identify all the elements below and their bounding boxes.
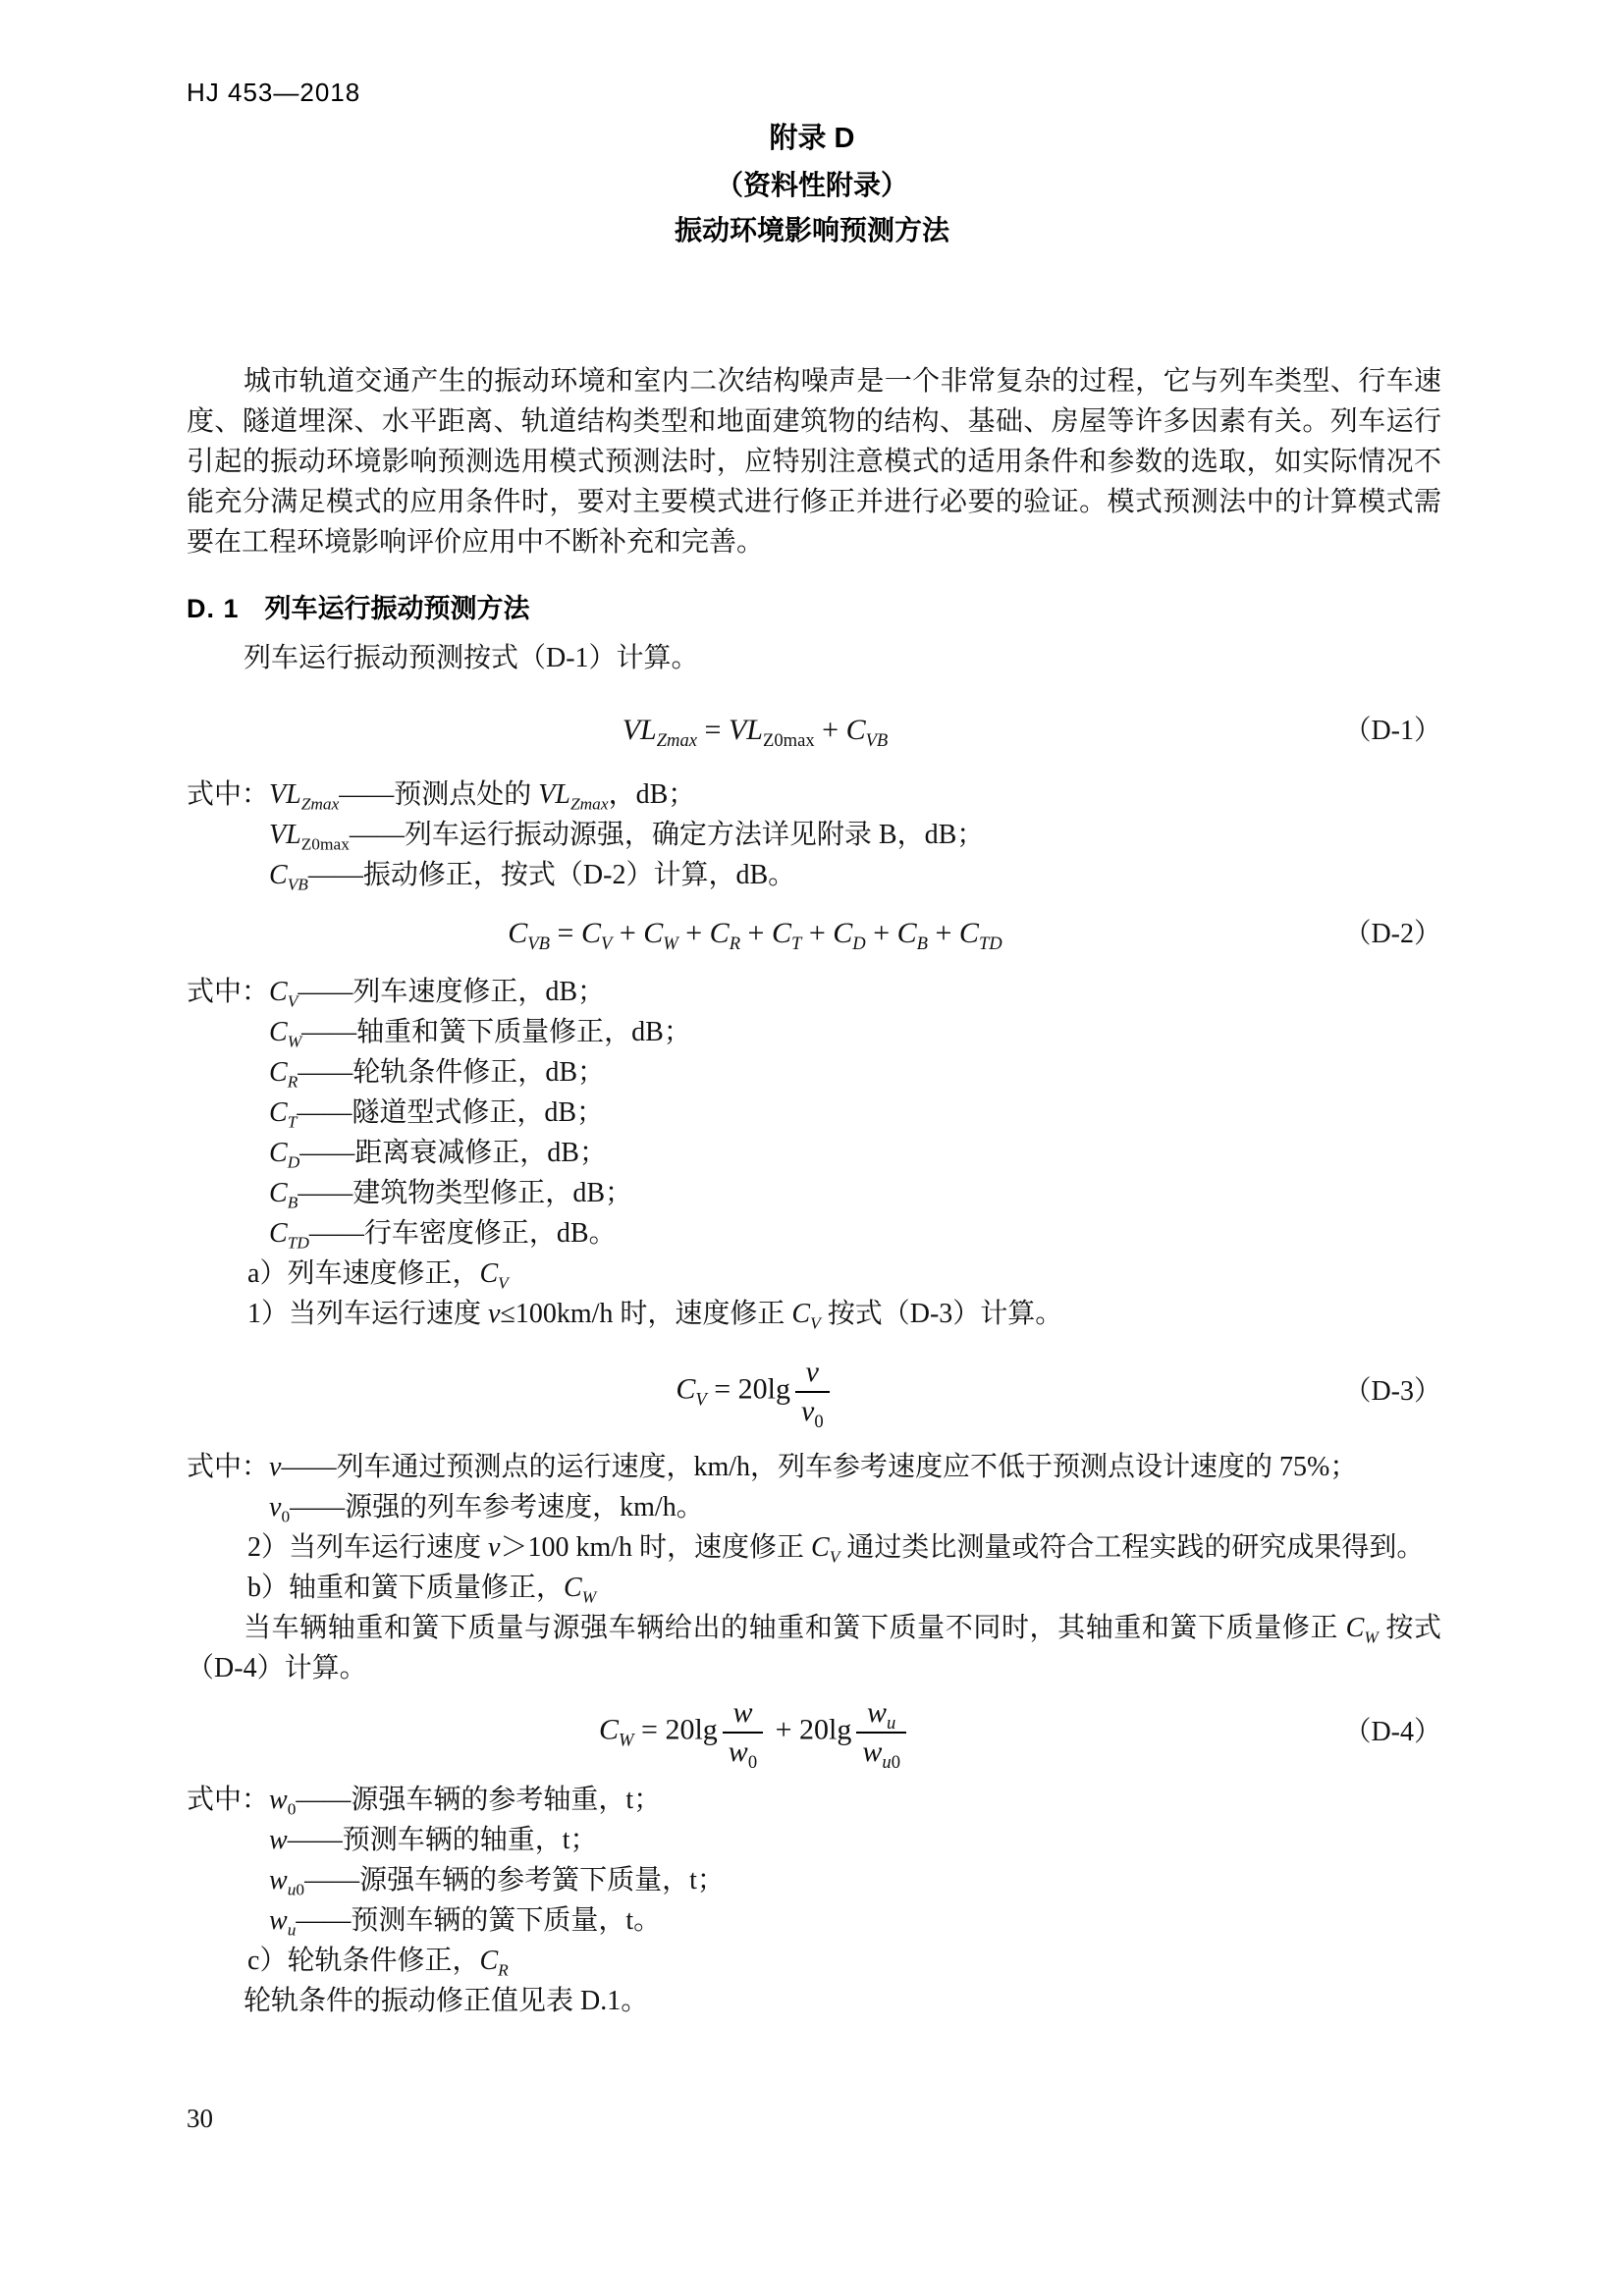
term: $C_T$ — [269, 1097, 298, 1132]
page-number: 30 — [187, 2104, 213, 2133]
where-item — [187, 1487, 1441, 1527]
term: $C_D$ — [269, 1138, 300, 1172]
term: $VL_{Zmax}$ — [269, 779, 340, 814]
where-item — [187, 1133, 1441, 1173]
intro-paragraph: 城市轨道交通产生的振动环境和室内二次结构噪声是一个非常复杂的过程，它与列车类型、行车速度、隧道埋深、水平距离、轨道结构类型和地面建筑物的结构、基础、房屋等许多因素有关。列车运行引起的振动环境影响预测选用模式预测法时，应特别注意模式的适用条件和参数的选取，如实际情况不能充分满足模式的应用条件时，要对主要模式进行修正并进行必要的验证。模式预测法中的计算模式需要在工程环境影响评价应用中不断补充和完善。 — [187, 366, 1441, 558]
term: $C_{TD}$ — [269, 1218, 309, 1253]
where-item — [187, 1860, 1441, 1900]
list-item-a2: 2）当列车运行速度 v＞100 km/h 时，速度修正 $C_V$ 通过类比测量或符合工程实践的研究成果得到。 — [247, 1532, 1425, 1567]
equation-d3-row — [187, 1356, 1441, 1432]
appendix-label: 附录 D — [769, 123, 855, 154]
list-item-a1: 1）当列车运行速度 v≤100km/h 时，速度修正 $C_V$ 按式（D-3）计算。 — [247, 1299, 1063, 1333]
equation-d3: $C_V = 20\lg$ $\frac{v}{v_0}$ — [187, 1356, 1324, 1427]
equation-d4: $C_W = 20\lg$ $\frac{w}{w_0}$ + 20lg $\frac{w_u}{w_{u0}}$ — [187, 1696, 1324, 1768]
where-prefix: 式中： — [187, 1785, 270, 1815]
where-item — [187, 1447, 1441, 1487]
term: $w_0$ — [269, 1785, 297, 1819]
equation-d4-label: （D-4） — [1343, 1717, 1441, 1747]
list-item-b: b）轴重和簧下质量修正，$C_W$ — [247, 1573, 597, 1607]
list-item-c: c）轮轨条件修正，$C_R$ — [247, 1946, 509, 1980]
description: ——隧道型式修正，dB； — [297, 1097, 605, 1128]
term: v — [269, 1452, 282, 1482]
term: w — [269, 1825, 288, 1855]
term: $v_0$ — [269, 1492, 291, 1526]
section-number: D. 1 — [187, 594, 240, 623]
term: $C_V$ — [269, 977, 298, 1011]
description: ——预测车辆的簧下质量，t。 — [296, 1905, 662, 1936]
section-heading-d1 — [187, 589, 1441, 629]
where-item — [187, 815, 1441, 855]
section-title: 列车运行振动预测方法 — [264, 594, 530, 623]
lead-paragraph: 列车运行振动预测按式（D-1）计算。 — [244, 643, 699, 673]
where-list-d2 — [187, 972, 1441, 1254]
where-item — [187, 1780, 1441, 1820]
description: ——列车运行振动源强，确定方法详见附录 B，dB； — [349, 820, 985, 850]
where-item — [187, 1012, 1441, 1052]
where-item — [187, 1052, 1441, 1093]
where-prefix: 式中： — [187, 977, 270, 1007]
where-item — [187, 1900, 1441, 1941]
page-content — [187, 361, 1441, 2021]
appendix-type-note: （资料性附录） — [715, 170, 908, 200]
equation-d2-label: （D-2） — [1343, 918, 1441, 949]
equation-d1-row — [187, 708, 1441, 753]
equation-d1-label: （D-1） — [1343, 715, 1441, 746]
description: ——行车密度修正，dB。 — [308, 1218, 617, 1249]
where-list-d1 — [187, 774, 1441, 895]
term: $C_{VB}$ — [269, 860, 308, 894]
where-item — [187, 1213, 1441, 1254]
description: ——轮轨条件修正，dB； — [298, 1057, 606, 1088]
term: $C_W$ — [269, 1017, 302, 1051]
where-item — [187, 774, 1441, 815]
where-list-d3 — [187, 1447, 1441, 1527]
description: ——预测车辆的轴重，t； — [287, 1825, 598, 1855]
term: $C_B$ — [269, 1178, 298, 1212]
term: $VL_{Z0max}$ — [269, 820, 350, 854]
where-item — [187, 1820, 1441, 1860]
term: $w_{u0}$ — [269, 1865, 305, 1899]
description: ——轴重和簧下质量修正，dB； — [301, 1017, 691, 1047]
equation-d2: $C_{VB} = C_V + C_W + C_R + C_T + C_D + C_B + C_{TD}$ — [508, 917, 1002, 954]
description: ——源强车辆的参考轴重，t； — [296, 1785, 662, 1815]
where-list-d4 — [187, 1780, 1441, 1941]
where-item — [187, 855, 1441, 895]
description: ——源强的列车参考速度，km/h。 — [290, 1492, 704, 1522]
description: ——列车速度修正，dB； — [298, 977, 606, 1007]
appendix-title-block — [0, 0, 1624, 245]
description: ——振动修正，按式（D-2）计算，dB。 — [307, 860, 796, 890]
list-item-a: a）列车速度修正，$C_V$ — [247, 1258, 509, 1293]
term: $w_u$ — [269, 1905, 297, 1940]
paragraph-c: 轮轨条件的振动修正值见表 D.1。 — [244, 1986, 649, 2016]
where-item — [187, 972, 1441, 1012]
description: ——建筑物类型修正，dB； — [298, 1178, 633, 1208]
where-prefix: 式中： — [187, 1452, 270, 1482]
where-prefix: 式中： — [187, 779, 270, 810]
equation-d4-row — [187, 1696, 1441, 1773]
document-number-header: HJ 453—2018 — [187, 78, 361, 107]
appendix-title: 振动环境影响预测方法 — [674, 215, 949, 245]
equation-d3-label: （D-3） — [1343, 1376, 1441, 1407]
description: ——距离衰减修正，dB； — [299, 1138, 607, 1168]
description: ——列车通过预测点的运行速度，km/h，列车参考速度应不低于预测点设计速度的 75%； — [281, 1452, 1358, 1482]
equation-d1: $VL_{Zmax} = VL_{Z0max} + C_{VB}$ — [622, 714, 889, 751]
where-item — [187, 1093, 1441, 1133]
where-item — [187, 1173, 1441, 1213]
description: ——预测点处的 $VL_{Zmax}$，dB； — [339, 779, 696, 814]
paragraph-b: 当车辆轴重和簧下质量与源强车辆给出的轴重和簧下质量不同时，其轴重和簧下质量修正 $C_W$ 按式（D-4）计算。 — [187, 1613, 1441, 1683]
description: ——源强车辆的参考簧下质量，t； — [304, 1865, 725, 1896]
equation-d2-row — [187, 911, 1441, 956]
term: $C_R$ — [269, 1057, 298, 1092]
